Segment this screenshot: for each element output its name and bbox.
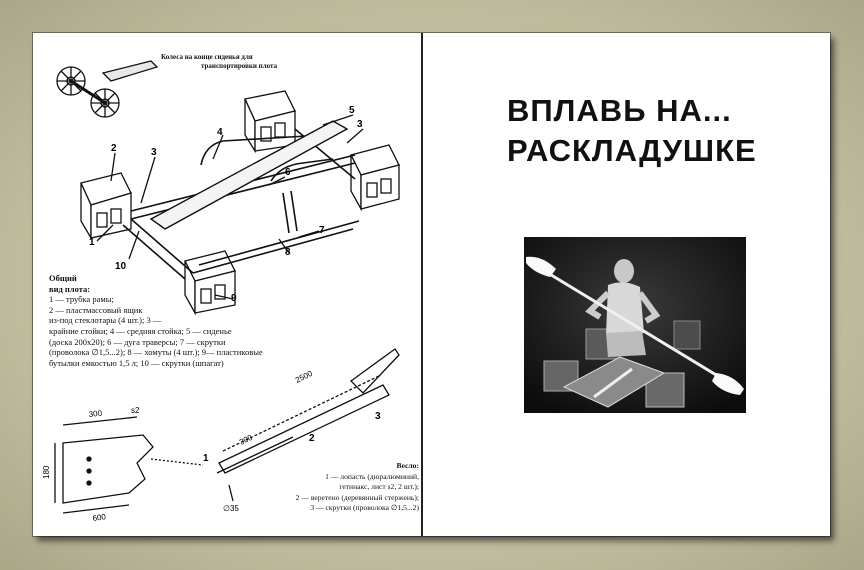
- part-number-3a: 3: [151, 147, 157, 158]
- oar-number-1: 1: [203, 453, 209, 464]
- legend-line: (доска 200х20); 6 — дуга траверсы; 7 — скрутки: [49, 336, 226, 347]
- scanned-spread: [33, 33, 830, 536]
- crate-right: [351, 145, 399, 209]
- oar-number-2: 2: [309, 433, 315, 444]
- part-number-4: 4: [217, 127, 223, 138]
- right-page: [423, 33, 830, 536]
- oar-legend-line: 2 — веретено (деревянный стержень);: [295, 492, 419, 502]
- dim-600: 600: [92, 512, 107, 523]
- part-number-1: 1: [89, 237, 95, 248]
- legend-heading-1: Общий: [49, 273, 77, 283]
- wheels-caption: Колеса на конце сиденья для транспортировки плота: [161, 53, 278, 70]
- raft-photo: [524, 237, 746, 413]
- legend-line: (проволока ∅1,5...2); 8 — хомуты (4 шт.); 9— пластиковые: [49, 347, 263, 358]
- oar-legend-line: гетинакс, лист s2, 2 шт.);: [339, 482, 419, 491]
- left-page-drawing: [33, 33, 423, 536]
- oar-number-3: 3: [375, 411, 381, 422]
- oar-blade-2: [351, 349, 399, 393]
- legend-line: 1 — трубка рамы;: [49, 294, 114, 305]
- dim-s2: s2: [131, 406, 140, 415]
- dim-300-blade: 300: [88, 408, 103, 419]
- legend-heading-2: вид плота:: [49, 283, 91, 294]
- wheels-sketch: [57, 61, 157, 117]
- crate-left: [81, 173, 131, 238]
- oar-blade: [63, 435, 153, 503]
- legend-line: из-под стеклотары (4 шт.); 3 —: [49, 315, 162, 326]
- part-number-8: 8: [285, 247, 291, 258]
- dim-d35: ∅35: [223, 504, 239, 513]
- dim-2500: 2500: [293, 368, 314, 385]
- part-number-5: 5: [349, 105, 355, 116]
- dim-300-shaft: 300: [237, 432, 254, 447]
- photo-image: [524, 237, 746, 413]
- page-title: ВПЛАВЬ НА... РАСКЛАДУШКЕ: [507, 93, 757, 168]
- legend-line: бутылки емкостью 1,5 л; 10 — скрутки (шпагат): [49, 357, 224, 368]
- part-number-2: 2: [111, 143, 117, 154]
- oar-legend-line: 1 — лопасть (дюралюминий,: [325, 471, 419, 481]
- oar-legend: [259, 461, 419, 514]
- part-number-7: 7: [319, 225, 325, 236]
- dim-180: 180: [42, 465, 51, 479]
- part-number-3b: 3: [357, 119, 363, 130]
- part-number-9: 9: [231, 293, 237, 304]
- oar-legend-heading: Весло:: [396, 461, 419, 470]
- raft-legend: [49, 273, 335, 368]
- legend-line: 2 — пластмассовый ящик: [49, 304, 143, 315]
- legend-line: крайние стойки; 4 — средняя стойка; 5 — сиденье: [49, 325, 232, 336]
- oar-legend-line: 3 — скрутки (проволока ∅1,5...2): [310, 503, 419, 512]
- crate-top: [245, 91, 295, 151]
- part-number-6: 6: [285, 167, 291, 178]
- part-number-10: 10: [115, 261, 127, 272]
